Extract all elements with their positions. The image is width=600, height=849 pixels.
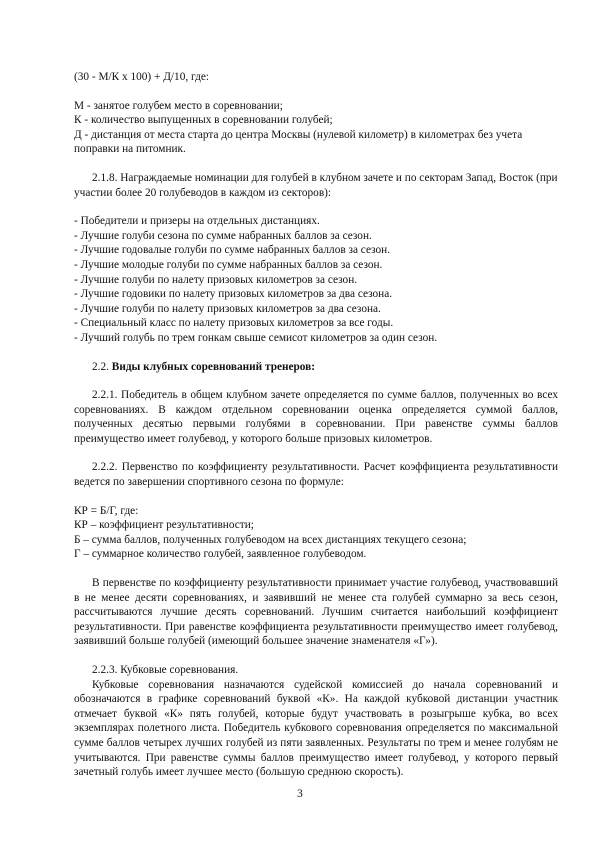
section-2-2-2: 2.2.2. Первенство по коэффициенту результативности. Расчет коэффициента результативности ведется по завершении спортивного сезона по формуле:	[74, 461, 558, 489]
list-item: - Специальный класс по налету призовых километров за все годы.	[74, 317, 394, 330]
list-item: - Лучшие молодые голуби по сумме набранных баллов за сезон.	[74, 258, 383, 271]
list-item: - Лучшие голуби сезона по сумме набранных баллов за сезон.	[74, 229, 372, 242]
page-number: 3	[297, 788, 303, 800]
section-2-1-8: 2.1.8. Награждаемые номинации для голубей в клубном зачете и по секторам Запад, Восток (при участии более 20 голубеводов в каждом из секторов):	[74, 171, 558, 199]
section-2-2-title: Виды клубных соревнований тренеров:	[111, 360, 316, 373]
section-2-2-1: 2.2.1. Победитель в общем клубном зачете определяется по сумме баллов, полученных во всех соревнованиях. В каждом отдельном соревновании оценка определяется суммой баллов, полученных десятью первыми голубями в соревновании. При равенстве суммы баллов преимущество имеет голубевод, у которого больше призовых километров.	[74, 389, 558, 445]
kr-formula: КР = Б/Г, где:	[74, 504, 139, 517]
definition-k: К - количество выпущенных в соревновании голубей;	[74, 114, 333, 127]
formula-line: (30 - М/К х 100) + Д/10, где:	[74, 71, 209, 83]
list-item: - Лучшие годовалые голуби по сумме набранных баллов за сезон.	[74, 244, 391, 257]
document-page	[74, 70, 558, 780]
section-2-2-number: 2.2.	[92, 360, 112, 373]
list-item: - Лучшие голуби по налету призовых километров за сезон.	[74, 273, 358, 286]
b-definition: Б – сумма баллов, полученных голубеводом на всех дистанциях текущего сезона;	[74, 533, 467, 546]
cup-paragraph: Кубковые соревнования назначаются судейской комиссией до начала соревнований и обозначаются в графике соревнований буквой «К». На каждой кубковой дистанции участник отмечает буквой «К» пять голубей, которые будут участвовать в розыгрыше кубка, во всех экземплярах полетного листа. Победитель кубкового соревнования определяется по максимальной сумме баллов четырех лучших голубей из пяти заявленных. Результаты по трем и менее голубям не учитываются. При равенстве суммы баллов преимущество имеет голубевод, у которого первый зачетный голубь имеет лучшее место (большую среднюю скорость).	[74, 678, 558, 779]
section-2-2-3: 2.2.3. Кубковые соревнования.	[92, 664, 239, 676]
list-item: - Лучшие голуби по налету призовых километров за два сезона.	[74, 302, 381, 315]
nominations-list	[74, 214, 558, 345]
kr-definition: КР – коэффициент результативности;	[74, 519, 254, 532]
definition-d: Д - дистанция от места старта до центра Москвы (нулевой километр) в километрах без учета поправки на питомник.	[74, 128, 523, 156]
section-2-2-heading	[74, 360, 558, 375]
list-item: - Победители и призеры на отдельных дистанциях.	[74, 215, 320, 228]
definition-m: М - занятое голубем место в соревновании;	[74, 99, 283, 112]
kr-paragraph: В первенстве по коэффициенту результативности принимает участие голубевод, участвовавший в не менее десяти соревнованиях, и заявивший не менее ста голубей суммарно за весь сезон, рассчитываются лучшие десять соревнований. Лучшим считается наибольший коэффициент результативности. При равенстве коэффициента результативности преимущество имеет голубевод, заявивший больше голубей (имеющий большее значение знаменателя «Г»).	[74, 577, 558, 648]
list-item: - Лучшие годовики по налету призовых километров за два сезона.	[74, 288, 393, 301]
g-definition: Г – суммарное количество голубей, заявленное голубеводом.	[74, 548, 367, 561]
list-item: - Лучший голубь по трем гонкам свыше семисот километров за один сезон.	[74, 331, 438, 344]
